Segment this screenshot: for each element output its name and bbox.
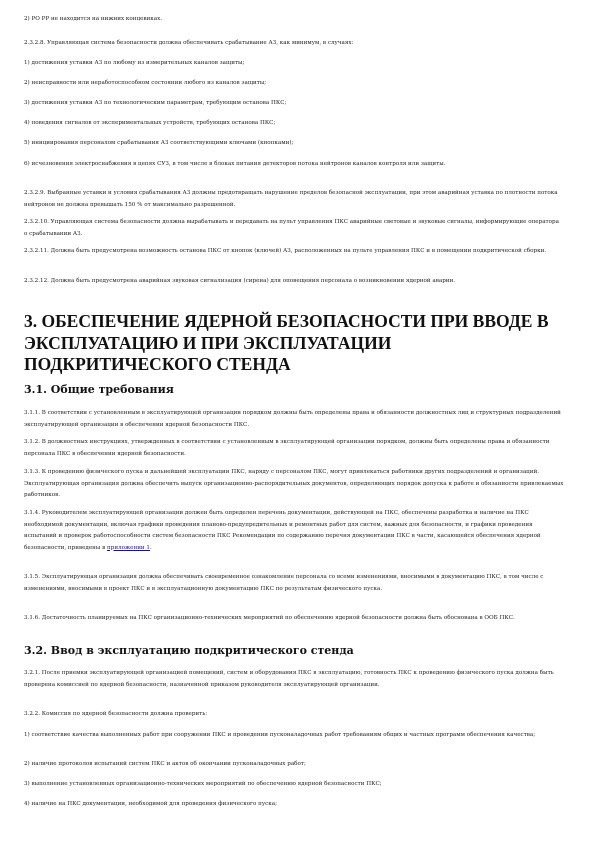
- list-item: 2) неисправности или неработоспособном состоянии любого из каналов защиты;: [24, 80, 267, 86]
- paragraph-text: 3.1.4. Руководителем эксплуатирующей организации должен быть определен перечень документации, действующей на ПКС, обеспечены разработка и наличие на ПКС необходимой документации, включая графики проведения планово-предупредительных и ремонтных работ для систем, важных для безопасности, и графики проведения испытаний и проверок работоспособности систем безопасности ПКС Рекомендации по содержанию перечня документации ПКС в части, касающейся обеспечения ядерной безопасности, приведены в: [24, 510, 541, 551]
- list-item: 6) исчезновения электроснабжения в цепях СУЗ, в том числе в блоках питания детекторов потока нейтронов каналов контроля или защиты.: [24, 161, 446, 167]
- list-item: 1) достижения уставки АЗ по любому из измерительных каналов защиты;: [24, 60, 245, 66]
- subsection-heading: 3.1. Общие требования: [24, 383, 174, 396]
- paragraph: 2.3.2.8. Управляющая система безопасности должна обеспечивать срабатывание АЗ, как минимум, в случаях:: [24, 40, 354, 46]
- list-item: 1) соответствие качества выполненных работ при сооружении ПКС и проведении пусконаладочных работ требованиям общих и частных программ обеспечения качества;: [24, 732, 536, 738]
- paragraph: 2.3.2.10. Управляющая система безопасности должна вырабатывать и передавать на пульт управления ПКС аварийные световые и звуковые сигналы, информирующие оператора о срабатывании АЗ.: [24, 219, 559, 237]
- subsection-heading: 3.2. Ввод в эксплуатацию подкритического стенда: [24, 644, 354, 657]
- list-item: 4) наличие на ПКС документации, необходимой для проведения физического пуска;: [24, 801, 278, 807]
- paragraph: [24, 508, 564, 554]
- section-heading: [24, 311, 564, 376]
- appendix-link[interactable]: приложении 1: [107, 544, 150, 551]
- list-item: 2) наличие протоколов испытаний систем ПКС и актов об окончании пусконаладочных работ;: [24, 761, 306, 767]
- list-item: 4) поведения сигналов от экспериментальных устройств, требующих останова ПКС;: [24, 120, 276, 126]
- list-item: 5) инициирования персоналом срабатывания АЗ соответствующими ключами (кнопками);: [24, 140, 294, 146]
- paragraph: 3.1.5. Эксплуатирующая организация должна обеспечивать своевременное ознакомление персонала со всеми изменениями, вносимыми в документацию ПКС, в том числе с изменениями, вносимыми в проект ПКС и в эксплуатационную документацию ПКС по результатам физического пуска.: [24, 574, 544, 592]
- paragraph: 3.1.2. В должностных инструкциях, утвержденных в соответствии с установленным в эксплуатирующей организации порядком, должны быть определены права и обязанности персонала ПКС в обеспечении ядерной безопасности.: [24, 439, 550, 457]
- section-heading-line: ПОДКРИТИЧЕСКОГО СТЕНДА: [24, 354, 291, 374]
- paragraph: 2.3.2.11. Должна быть предусмотрена возможность останова ПКС от кнопок (ключей) АЗ, расположенных на пульте управления ПКС и в помещении подкритической сборки.: [24, 248, 547, 254]
- paragraph: 3.1.3. К проведению физического пуска и дальнейшей эксплуатации ПКС, наряду с персоналом ПКС, могут привлекаться работники других подразделений и организаций. Эксплуатирующая организация должна обеспечить выпуск организационно-распорядительных документов, определяющих порядок допуска к работе и обязанности привлекаемых работников.: [24, 469, 564, 498]
- paragraph: 3.2.1. После приемки эксплуатирующей организацией помещений, систем и оборудования ПКС в эксплуатацию, готовность ПКС к проведению физического пуска должна быть проверена комиссией по ядерной безопасности, назначенной приказом руководителя эксплуатирующей организации.: [24, 670, 554, 688]
- list-item: 3) достижения уставки АЗ по технологическим параметрам, требующим останова ПКС;: [24, 100, 287, 106]
- paragraph: 2.3.2.9. Выбранные уставки и условия срабатывания АЗ должны предотвращать нарушение пределов безопасной эксплуатации, при этом аварийная уставка по плотности потока нейтронов не должна превышать 150 % от максимально разрешенной.: [24, 190, 558, 208]
- paragraph: 3.2.2. Комиссия по ядерной безопасности должна проверить:: [24, 711, 208, 717]
- list-item: 3) выполнение установленных организационно-технических мероприятий по обеспечению ядерной безопасности ПКС;: [24, 781, 382, 787]
- paragraph: 3.1.6. Достаточность планируемых на ПКС организационно-технических мероприятий по обеспечению ядерной безопасности должна быть обоснована в ООБ ПКС.: [24, 615, 515, 621]
- section-heading-line: ЭКСПЛУАТАЦИЮ И ПРИ ЭКСПЛУАТАЦИИ: [24, 332, 392, 353]
- paragraph: 2.3.2.12. Должна быть предусмотрена аварийная звуковая сигнализация (сирена) для оповещения персонала о возникновении ядерной аварии.: [24, 278, 456, 284]
- paragraph-tail: .: [149, 544, 152, 551]
- section-heading-line: 3. ОБЕСПЕЧЕНИЕ ЯДЕРНОЙ БЕЗОПАСНОСТИ ПРИ ВВОДЕ В: [24, 311, 549, 331]
- paragraph: 2) РО РР не находится на нижних концевиках.: [24, 16, 163, 22]
- paragraph: 3.1.1. В соответствии с установленным в эксплуатирующей организации порядком должны быть определены права и обязанности должностных лиц и структурных подразделений эксплуатирующей организации в обеспечении ядерной безопасности ПКС.: [24, 410, 561, 428]
